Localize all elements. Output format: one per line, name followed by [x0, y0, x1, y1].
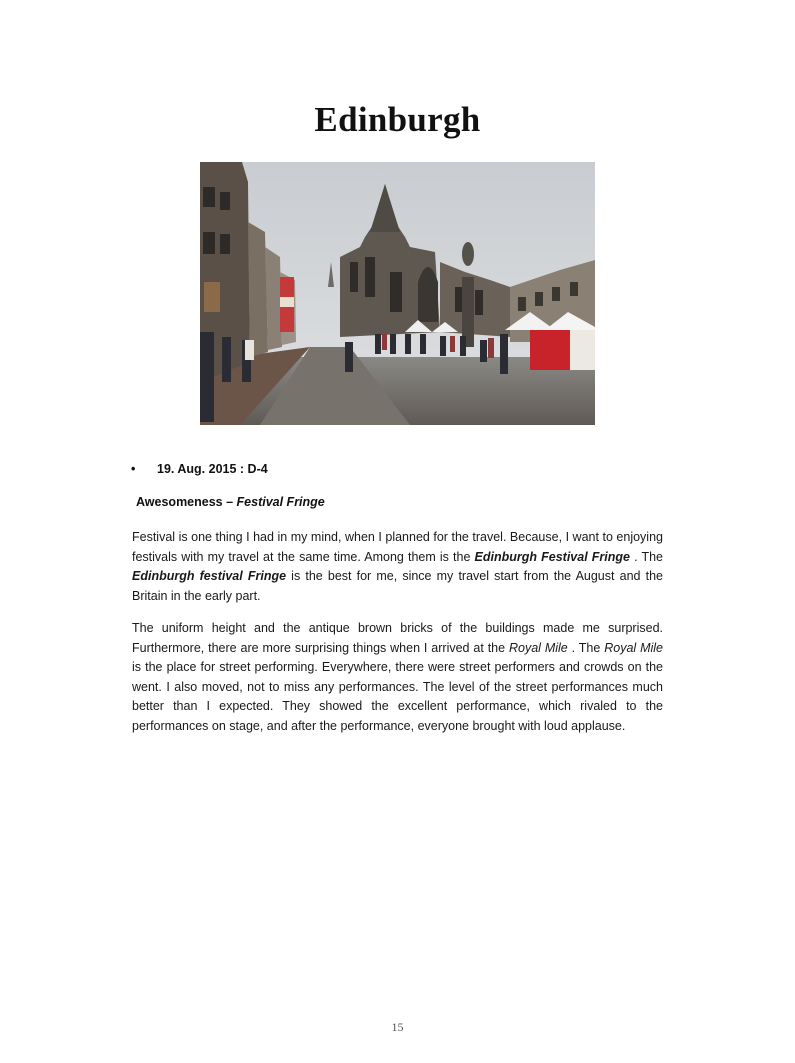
para2-text-2: . The — [567, 640, 605, 655]
entry-heading — [136, 495, 325, 509]
heading-prefix: Awesomeness – — [136, 495, 237, 509]
para1-emphasis-1: Edinburgh Festival Fringe — [474, 549, 630, 564]
page-number: 15 — [391, 1020, 404, 1034]
para2-text-3: is the place for street performing. Everywhere, there were street performers and crowds on the went. I also moved, not to miss any performances. The level of the street performances much better than I expected. They showed the excellent performance, which rivaled to the performances on stage, and after the performance, everyone brought with loud applause. — [132, 660, 663, 733]
heading-emphasis: Festival Fringe — [236, 495, 325, 509]
entry-date: 19. Aug. 2015 : D-4 — [157, 462, 268, 476]
para2-text-1: The uniform height and the antique brown bricks of the buildings made me surprised. Furthermore, there are more surprising things when I arrived at the — [132, 621, 663, 655]
edinburgh-street-photo — [200, 162, 595, 425]
para2-italic-1: Royal Mile — [508, 640, 568, 655]
page-title: Edinburgh — [314, 100, 481, 139]
para1-text-3: is the best for me, since my travel start from the August and the Britain in the early part. — [132, 569, 663, 603]
para2-italic-2: Royal Mile — [604, 640, 664, 655]
para1-text-1: Festival is one thing I had in my mind, when I planned for the travel. Because, I want to enjoying festivals with my travel at the same time. Among them is the — [132, 530, 663, 564]
paragraph-royal-mile — [132, 619, 663, 736]
para1-text-2: . The — [629, 549, 663, 564]
para1-emphasis-2: Edinburgh festival Fringe — [132, 569, 287, 583]
bullet-icon: • — [131, 462, 136, 476]
paragraph-festival — [132, 528, 663, 606]
